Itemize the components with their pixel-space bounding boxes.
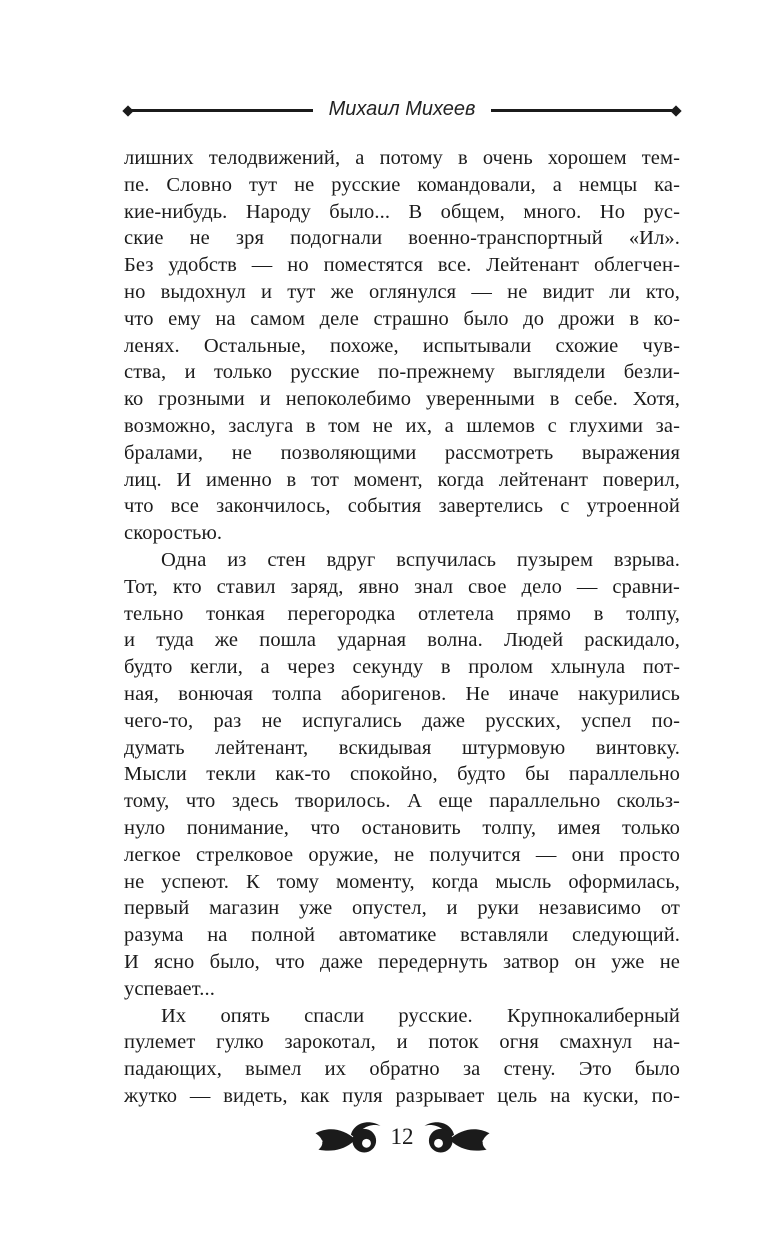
text-line: Тот, кто ставил заряд, явно знал свое дело — сравни- xyxy=(124,575,680,598)
running-header xyxy=(124,99,680,122)
text-line: разума на полной автоматике вставляли следующий. xyxy=(124,924,680,947)
text-line: Без удобств — но поместятся все. Лейтенант облегчен- xyxy=(124,254,680,277)
text-line: первый магазин уже опустел, и руки независимо от xyxy=(124,897,680,920)
text-line: думать лейтенант, вскидывая штурмовую винтовку. xyxy=(124,736,680,759)
text-line: будто кегли, а через секунду в пролом хлынула пот- xyxy=(124,656,680,679)
text-line: и туда же пошла ударная волна. Людей раскидало, xyxy=(124,629,680,652)
text-line: что ему на самом деле страшно было до дрожи в ко- xyxy=(124,307,680,330)
page-footer xyxy=(124,1116,680,1158)
text-line: ко грозными и непоколебимо уверенными в себе. Хотя, xyxy=(124,388,680,411)
text-line: лишних телодвижений, а потому в очень хорошем тем- xyxy=(124,147,680,169)
text-line: Одна из стен вдруг вспучилась пузырем взрыва. xyxy=(161,548,680,571)
text-line: Их опять спасли русские. Крупнокалиберный xyxy=(161,1004,680,1027)
text-line: не успеют. К тому моменту, когда мысль оформилась, xyxy=(124,870,680,893)
text-line: бралами, не позволяющими рассмотреть выражения xyxy=(124,441,680,464)
text-line: ства, и только русские по-прежнему выглядели безли- xyxy=(124,361,680,384)
header-rule-right xyxy=(491,109,675,112)
author-name: Михаил Михеев xyxy=(328,98,476,120)
text-line: возможно, заслуга в том не их, а шлемов с глухими за- xyxy=(124,414,680,437)
text-line: пулемет гулко зарокотал, и поток огня смахнул на- xyxy=(124,1031,680,1054)
text-line: тельно тонкая перегородка отлетела прямо в толпу, xyxy=(124,602,680,625)
text-line: лиц. И именно в тот момент, когда лейтенант поверил, xyxy=(124,468,680,491)
text-line: пе. Словно тут не русские командовали, а немцы ка- xyxy=(124,173,680,196)
text-line: скоростью. xyxy=(124,522,223,545)
page-number: 12 xyxy=(390,1123,414,1149)
text-line: легкое стрелковое оружие, не получится — они просто xyxy=(124,843,680,866)
text-line: кие-нибудь. Народу было... В общем, много. Но рус- xyxy=(124,200,680,223)
text-line: падающих, вымел их обратно за стену. Это было xyxy=(124,1058,680,1081)
text-line: чего-то, раз не испугались даже русских, успел по- xyxy=(124,709,680,732)
text-line: ские не зря подогнали военно-транспортный «Ил». xyxy=(124,227,680,250)
text-line: ленях. Остальные, похоже, испытывали схожие чув- xyxy=(124,334,680,357)
body-text xyxy=(124,145,680,1110)
text-line: нуло понимание, что остановить толпу, имея только xyxy=(124,816,680,839)
text-line: успевает... xyxy=(124,977,215,1000)
text-line: И ясно было, что даже передернуть затвор он уже не xyxy=(124,950,680,973)
diamond-line-end-icon xyxy=(670,105,681,116)
text-line: но выдохнул и тут же оглянулся — не видит ли кто, xyxy=(124,280,680,303)
diamond-line-end-icon xyxy=(122,105,133,116)
text-line: что все закончилось, события завертелись с утроенной xyxy=(124,495,680,518)
text-line: жутко — видеть, как пуля разрывает цель на куски, по- xyxy=(124,1084,680,1107)
scroll-flourish-mirrored-icon xyxy=(423,1120,491,1154)
text-line: тому, что здесь творилось. А еще параллельно скольз- xyxy=(124,790,680,813)
text-line: Мысли текли как-то спокойно, будто бы параллельно xyxy=(124,763,680,786)
scroll-flourish-icon xyxy=(314,1120,382,1154)
text-line: ная, вонючая толпа аборигенов. Не иначе накурились xyxy=(124,682,680,705)
header-rule-left xyxy=(129,109,313,112)
